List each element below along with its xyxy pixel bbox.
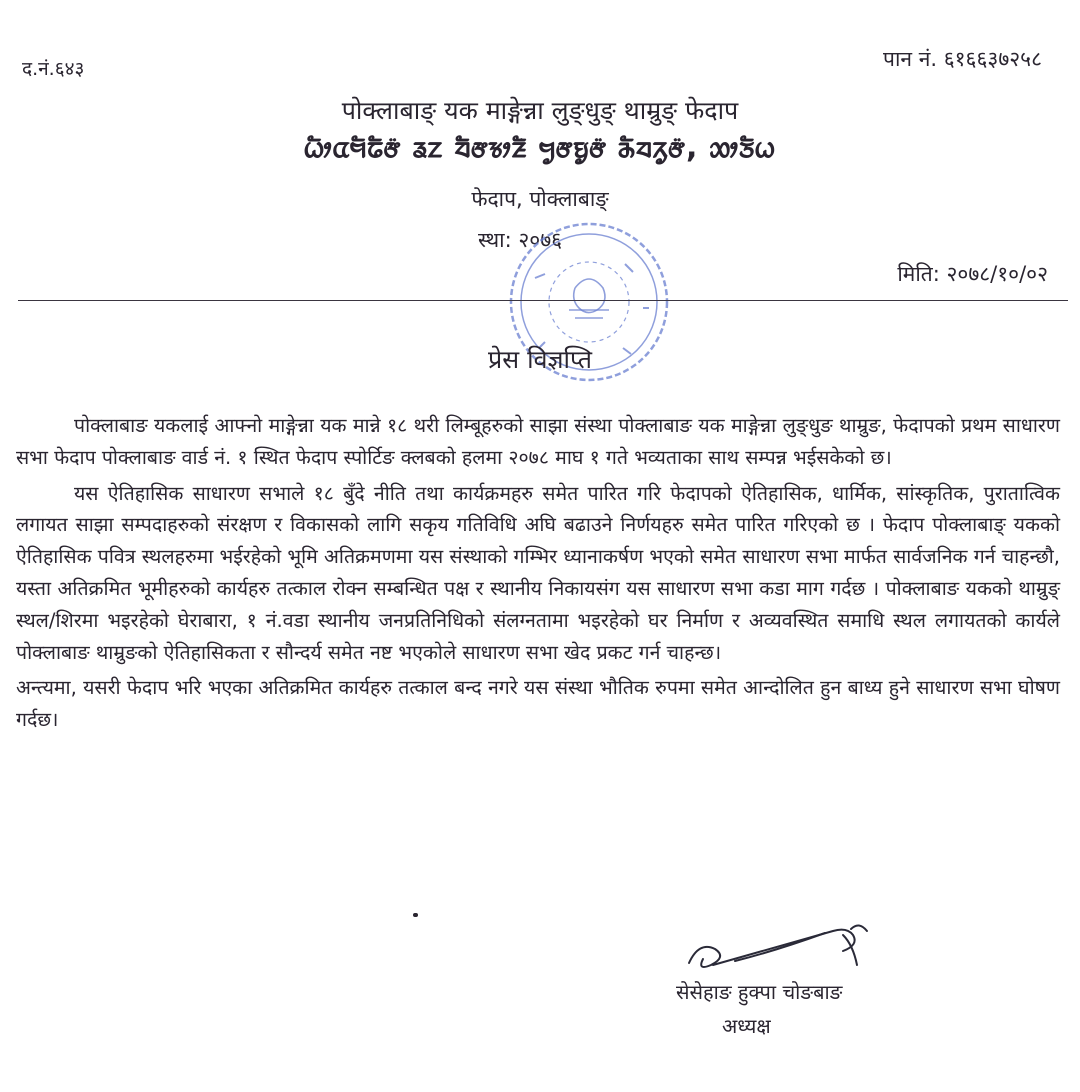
handwritten-signature (675, 905, 885, 985)
pan-number: पान नं. ६१६६३७२५८ (883, 47, 1042, 71)
registration-number: द.नं.६४३ (22, 58, 85, 80)
document-title: प्रेस विज्ञप्ति (488, 345, 592, 374)
body-paragraph-3: अन्त्यमा, यसरी फेदाप भरि भएका अतिक्रमित कार्यहरु तत्काल बन्द नगरे यस संस्था भौतिक रुपमा समेत आन्दोलित हुन बाध्य हुने साधारण सभा घोषण गर्दछ। (16, 676, 1060, 732)
organization-name-limbu: ᤐᤥᤂᤗᤠᤒᤠᤅ᤺ ᤕᤁ ᤔᤠᤅᤃᤣᤏ᤺ᤠ ᤗᤢᤅᤎᤢᤅ᤺ ᤌᤠᤔᤖᤢᤅ᤺, ᤑᤣᤍᤠᤐ (304, 130, 776, 165)
organization-name: पोक्लाबाङ् यक माङ्गेन्ना लुङ्धुङ् थाम्रुङ् फेदाप (341, 96, 739, 125)
body-paragraph-1: पोक्लाबाङ यकलाई आफ्नो माङ्गेन्ना यक मान्ने १८ थरी लिम्बूहरुको साझा संस्था पोक्लाबाङ यक माङ्गेन्ना लुङ्धुङ थाम्रुङ, फेदापको प्रथम साधारण सभा फेदाप पोक्लाबाङ वार्ड नं. १ स्थित फेदाप स्पोर्टिङ क्लबको हलमा २०७८ माघ १ गते भव्यताका साथ सम्पन्न भईसकेको छ। (16, 414, 1060, 469)
header-divider (18, 300, 1068, 301)
document-body (16, 410, 1060, 740)
signatory-name: सेसेहाङ हुक्पा चोङबाङ (676, 980, 843, 1004)
established-year: स्था: २०७६ (478, 228, 563, 252)
body-paragraph-2: यस ऐतिहासिक साधारण सभाले १८ बुँदे नीति तथा कार्यक्रमहरु समेत पारित गरि फेदापको ऐतिहासिक, धार्मिक, सांस्कृतिक, पुरातात्विक लगायत साझा सम्पदाहरुको संरक्षण र विकासको लागि सकृय गतिविधि अघि बढाउने निर्णयहरु समेत पारित गरिएको छ । फेदाप पोक्लाबाङ् यकको ऐतिहासिक पवित्र स्थलहरुमा भईरहेको भूमि अतिक्रमणमा यस संस्थाको गम्भिर ध्यानाकर्षण भएको समेत साधारण सभा मार्फत सार्वजनिक गर्न चाहन्छौ, यस्ता अतिक्रमित भूमीहरुको कार्यहरु तत्काल रोक्न सम्बन्धित पक्ष र स्थानीय निकायसंग यस साधारण सभा कडा माग गर्दछ । पोक्लाबाङ यकको थाम्रुङ् स्थल/शिरमा भइरहेको घेराबारा, १ नं.वडा स्थानीय जनप्रतिनिधिको संलग्नतामा भइरहेको घर निर्माण र अव्यवस्थित समाधि स्थल लगायतको कार्यले पोक्लाबाङ थाम्रुङको ऐतिहासिकता र सौन्दर्य समेत नष्ट भएकोले साधारण सभा खेद प्रकट गर्न चाहन्छ। (16, 481, 1060, 664)
document-date: मिति: २०७८/१०/०२ (897, 262, 1048, 286)
organization-address: फेदाप, पोक्लाबाङ् (471, 187, 609, 211)
signatory-title: अध्यक्ष (722, 1014, 771, 1038)
ink-mark (413, 913, 418, 917)
